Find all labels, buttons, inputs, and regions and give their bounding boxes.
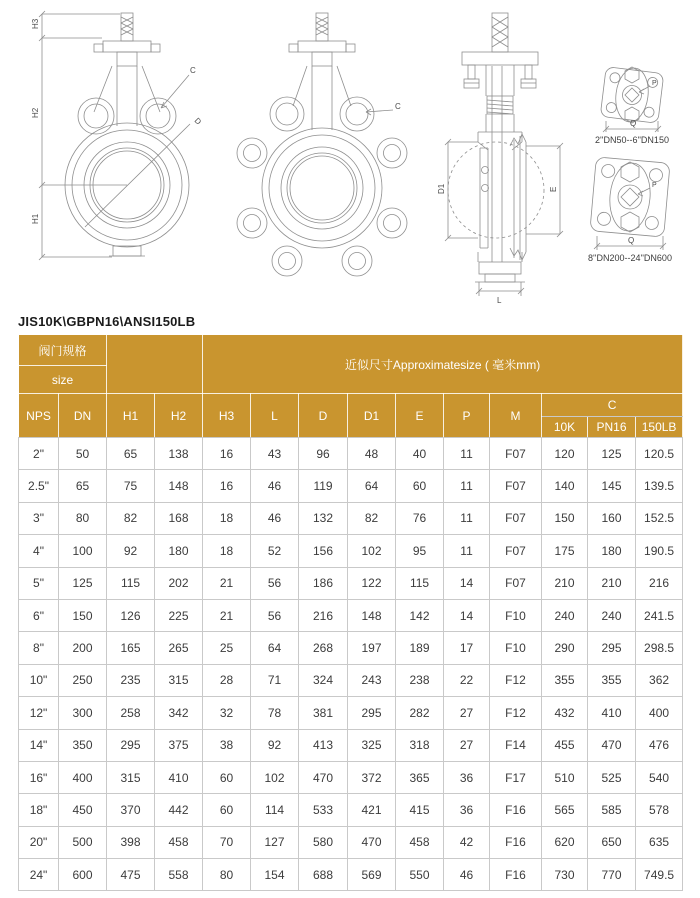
stem-square bbox=[625, 88, 639, 102]
table-cell: F07 bbox=[490, 470, 542, 502]
table-cell: 290 bbox=[542, 632, 588, 664]
stem bbox=[316, 13, 328, 41]
col-header-150lb: 150LB bbox=[636, 417, 683, 438]
table-row bbox=[19, 826, 683, 858]
table-cell: 216 bbox=[299, 599, 348, 631]
table-cell: 25 bbox=[203, 632, 251, 664]
top-flange bbox=[298, 41, 346, 52]
table-cell: 150 bbox=[59, 599, 107, 631]
pad-plate bbox=[600, 67, 664, 124]
table-cell: 210 bbox=[542, 567, 588, 599]
table-row bbox=[19, 697, 683, 729]
header-empty-cell bbox=[107, 335, 203, 394]
table-cell: 350 bbox=[59, 729, 107, 761]
table-cell: 238 bbox=[396, 664, 444, 696]
table-cell: 140 bbox=[542, 470, 588, 502]
table-cell: 370 bbox=[107, 794, 155, 826]
table-cell: 210 bbox=[588, 567, 636, 599]
table-cell: 324 bbox=[299, 664, 348, 696]
lug-hole bbox=[276, 103, 298, 125]
table-cell: 65 bbox=[107, 438, 155, 470]
table-cell: 11 bbox=[444, 438, 490, 470]
table-cell: 75 bbox=[107, 470, 155, 502]
col-header-e: E bbox=[396, 394, 444, 438]
table-cell: 60 bbox=[203, 761, 251, 793]
table-cell: 189 bbox=[396, 632, 444, 664]
table-cell: 458 bbox=[155, 826, 203, 858]
table-cell: 186 bbox=[299, 567, 348, 599]
table-cell: 470 bbox=[299, 761, 348, 793]
table-cell: 148 bbox=[348, 599, 396, 631]
lug-hole bbox=[244, 145, 261, 162]
lug-hole bbox=[244, 215, 261, 232]
table-cell: 413 bbox=[299, 729, 348, 761]
table-row bbox=[19, 664, 683, 696]
col-header-d1: D1 bbox=[348, 394, 396, 438]
table-cell: 510 bbox=[542, 761, 588, 793]
table-cell: 730 bbox=[542, 859, 588, 891]
table-cell: 80 bbox=[203, 859, 251, 891]
table-cell: 295 bbox=[348, 697, 396, 729]
spec-table-body bbox=[19, 438, 683, 891]
table-cell: 400 bbox=[636, 697, 683, 729]
col-header-h1: H1 bbox=[107, 394, 155, 438]
table-cell: 154 bbox=[251, 859, 299, 891]
table-cell: 295 bbox=[588, 632, 636, 664]
table-cell: F07 bbox=[490, 502, 542, 534]
table-cell: 21 bbox=[203, 599, 251, 631]
table-cell: 24" bbox=[19, 859, 59, 891]
table-cell: F16 bbox=[490, 794, 542, 826]
table-cell: 100 bbox=[59, 535, 107, 567]
table-cell: 46 bbox=[444, 859, 490, 891]
table-cell: 216 bbox=[636, 567, 683, 599]
table-cell: 14 bbox=[444, 599, 490, 631]
table-cell: 415 bbox=[396, 794, 444, 826]
table-cell: 16" bbox=[19, 761, 59, 793]
table-cell: F16 bbox=[490, 859, 542, 891]
table-cell: 355 bbox=[542, 664, 588, 696]
table-cell: 96 bbox=[299, 438, 348, 470]
table-cell: 240 bbox=[542, 599, 588, 631]
table-cell: 22 bbox=[444, 664, 490, 696]
table-cell: 180 bbox=[155, 535, 203, 567]
body-outer bbox=[262, 128, 382, 248]
table-cell: 119 bbox=[299, 470, 348, 502]
table-cell: 20" bbox=[19, 826, 59, 858]
col-header-dn: DN bbox=[59, 394, 107, 438]
table-cell: 28 bbox=[203, 664, 251, 696]
table-cell: 120.5 bbox=[636, 438, 683, 470]
table-cell: 125 bbox=[588, 438, 636, 470]
table-cell: 138 bbox=[155, 438, 203, 470]
table-cell: 65 bbox=[59, 470, 107, 502]
technical-drawings bbox=[0, 0, 700, 308]
table-cell: 580 bbox=[299, 826, 348, 858]
table-cell: 27 bbox=[444, 729, 490, 761]
table-cell: 18" bbox=[19, 794, 59, 826]
table-cell: 6" bbox=[19, 599, 59, 631]
table-cell: 125 bbox=[59, 567, 107, 599]
table-cell: F07 bbox=[490, 567, 542, 599]
table-cell: 127 bbox=[251, 826, 299, 858]
header-valve-spec: 阀门规格 bbox=[19, 335, 107, 366]
lug-hole bbox=[349, 253, 366, 270]
table-cell: 46 bbox=[251, 470, 299, 502]
table-cell: 92 bbox=[251, 729, 299, 761]
stem-square bbox=[621, 188, 639, 206]
table-cell: 298.5 bbox=[636, 632, 683, 664]
col-header-10k: 10K bbox=[542, 417, 588, 438]
table-cell: 42 bbox=[444, 826, 490, 858]
leader-label-c-lug: C bbox=[395, 102, 401, 111]
table-cell: 48 bbox=[348, 438, 396, 470]
table-cell: 315 bbox=[107, 761, 155, 793]
table-cell: 12" bbox=[19, 697, 59, 729]
table-cell: 102 bbox=[348, 535, 396, 567]
table-cell: 432 bbox=[542, 697, 588, 729]
header-approx-size: 近似尺寸Approximatesize ( 毫米mm) bbox=[203, 335, 683, 394]
table-cell: 115 bbox=[107, 567, 155, 599]
hex-boss bbox=[625, 67, 639, 83]
table-cell: 476 bbox=[636, 729, 683, 761]
table-cell: 565 bbox=[542, 794, 588, 826]
table-cell: 258 bbox=[107, 697, 155, 729]
table-cell: 18 bbox=[203, 535, 251, 567]
table-cell: 64 bbox=[251, 632, 299, 664]
table-cell: 56 bbox=[251, 599, 299, 631]
table-cell: 38 bbox=[203, 729, 251, 761]
table-cell: 749.5 bbox=[636, 859, 683, 891]
table-cell: F07 bbox=[490, 438, 542, 470]
table-cell: 4" bbox=[19, 535, 59, 567]
table-cell: 36 bbox=[444, 794, 490, 826]
table-cell: 410 bbox=[588, 697, 636, 729]
table-cell: 400 bbox=[59, 761, 107, 793]
table-cell: 300 bbox=[59, 697, 107, 729]
col-header-pn16: PN16 bbox=[588, 417, 636, 438]
table-row bbox=[19, 729, 683, 761]
table-cell: 165 bbox=[107, 632, 155, 664]
table-cell: 46 bbox=[251, 502, 299, 534]
table-cell: F10 bbox=[490, 599, 542, 631]
hex-boss bbox=[621, 162, 639, 182]
table-cell: 225 bbox=[155, 599, 203, 631]
table-cell: 455 bbox=[542, 729, 588, 761]
table-cell: 578 bbox=[636, 794, 683, 826]
stem bbox=[121, 13, 133, 41]
table-row bbox=[19, 794, 683, 826]
table-cell: 52 bbox=[251, 535, 299, 567]
table-cell: 102 bbox=[251, 761, 299, 793]
lug-hole bbox=[346, 103, 368, 125]
table-cell: 76 bbox=[396, 502, 444, 534]
dim-label-p-small: P bbox=[652, 80, 657, 87]
disc-phantom-circle bbox=[448, 142, 544, 238]
table-cell: 585 bbox=[588, 794, 636, 826]
table-cell: 150 bbox=[542, 502, 588, 534]
table-cell: 40 bbox=[396, 438, 444, 470]
table-cell: 295 bbox=[107, 729, 155, 761]
dim-label-h1: H1 bbox=[31, 213, 40, 224]
lug-hole bbox=[384, 215, 401, 232]
table-cell: F10 bbox=[490, 632, 542, 664]
table-cell: 17 bbox=[444, 632, 490, 664]
top-flange bbox=[103, 41, 151, 52]
table-cell: 421 bbox=[348, 794, 396, 826]
table-cell: 365 bbox=[396, 761, 444, 793]
table-cell: 342 bbox=[155, 697, 203, 729]
dim-label-h2: H2 bbox=[31, 107, 40, 118]
table-row bbox=[19, 599, 683, 631]
table-cell: 282 bbox=[396, 697, 444, 729]
table-cell: 156 bbox=[299, 535, 348, 567]
hex-boss bbox=[621, 212, 639, 232]
table-cell: 152.5 bbox=[636, 502, 683, 534]
table-cell: 180 bbox=[588, 535, 636, 567]
dim-label-l: L bbox=[497, 296, 502, 305]
col-header-m: M bbox=[490, 394, 542, 438]
table-cell: 8" bbox=[19, 632, 59, 664]
col-header-c-group: C bbox=[542, 394, 683, 417]
table-cell: 50 bbox=[59, 438, 107, 470]
dim-label-q-small: Q bbox=[630, 119, 637, 128]
table-cell: 78 bbox=[251, 697, 299, 729]
table-title: JIS10K\GBPN16\ANSI150LB bbox=[18, 314, 196, 329]
table-cell: F17 bbox=[490, 761, 542, 793]
table-cell: 250 bbox=[59, 664, 107, 696]
table-cell: 197 bbox=[348, 632, 396, 664]
table-cell: 3" bbox=[19, 502, 59, 534]
pad-small-caption: 2''DN50--6''DN150 bbox=[595, 135, 669, 145]
col-header-d: D bbox=[299, 394, 348, 438]
table-cell: 168 bbox=[155, 502, 203, 534]
table-cell: 650 bbox=[588, 826, 636, 858]
table-cell: 450 bbox=[59, 794, 107, 826]
col-header-nps: NPS bbox=[19, 394, 59, 438]
leader-label-c-wafer: C bbox=[190, 66, 196, 75]
table-cell: 268 bbox=[299, 632, 348, 664]
table-cell: 355 bbox=[588, 664, 636, 696]
table-cell: 600 bbox=[59, 859, 107, 891]
table-cell: F12 bbox=[490, 697, 542, 729]
table-cell: 36 bbox=[444, 761, 490, 793]
table-cell: 114 bbox=[251, 794, 299, 826]
table-cell: 43 bbox=[251, 438, 299, 470]
table-cell: 16 bbox=[203, 438, 251, 470]
table-cell: 2" bbox=[19, 438, 59, 470]
table-cell: 525 bbox=[588, 761, 636, 793]
table-cell: F07 bbox=[490, 535, 542, 567]
table-cell: 80 bbox=[59, 502, 107, 534]
table-cell: 458 bbox=[396, 826, 444, 858]
table-cell: 11 bbox=[444, 470, 490, 502]
dim-label-e: E bbox=[549, 186, 558, 192]
table-cell: F14 bbox=[490, 729, 542, 761]
col-header-h2: H2 bbox=[155, 394, 203, 438]
iso-pad-large-view bbox=[588, 157, 672, 263]
top-flange bbox=[462, 52, 538, 65]
table-cell: 372 bbox=[348, 761, 396, 793]
table-cell: 635 bbox=[636, 826, 683, 858]
table-cell: 14 bbox=[444, 567, 490, 599]
header-size: size bbox=[19, 366, 107, 394]
lug-valve-front-view bbox=[237, 13, 407, 276]
table-cell: 139.5 bbox=[636, 470, 683, 502]
dim-label-h3: H3 bbox=[31, 18, 40, 29]
table-cell: F16 bbox=[490, 826, 542, 858]
table-cell: 202 bbox=[155, 567, 203, 599]
col-header-l: L bbox=[251, 394, 299, 438]
table-row bbox=[19, 632, 683, 664]
table-cell: 18 bbox=[203, 502, 251, 534]
table-cell: 620 bbox=[542, 826, 588, 858]
table-cell: 92 bbox=[107, 535, 155, 567]
iso-pad-small-view bbox=[595, 66, 669, 145]
table-cell: 160 bbox=[588, 502, 636, 534]
table-cell: 200 bbox=[59, 632, 107, 664]
table-cell: 11 bbox=[444, 502, 490, 534]
table-cell: 398 bbox=[107, 826, 155, 858]
table-row bbox=[19, 535, 683, 567]
table-cell: 21 bbox=[203, 567, 251, 599]
table-cell: 381 bbox=[299, 697, 348, 729]
table-cell: 315 bbox=[155, 664, 203, 696]
table-cell: 82 bbox=[107, 502, 155, 534]
table-cell: 70 bbox=[203, 826, 251, 858]
table-row bbox=[19, 859, 683, 891]
table-cell: 10" bbox=[19, 664, 59, 696]
table-cell: 235 bbox=[107, 664, 155, 696]
table-cell: 410 bbox=[155, 761, 203, 793]
table-cell: 243 bbox=[348, 664, 396, 696]
table-cell: 2.5" bbox=[19, 470, 59, 502]
table-cell: 142 bbox=[396, 599, 444, 631]
table-cell: 375 bbox=[155, 729, 203, 761]
wafer-valve-front-view bbox=[31, 11, 203, 260]
dim-label-d: D bbox=[192, 116, 204, 127]
spec-table bbox=[18, 334, 683, 891]
table-cell: 540 bbox=[636, 761, 683, 793]
table-cell: 362 bbox=[636, 664, 683, 696]
table-cell: 550 bbox=[396, 859, 444, 891]
diameter-line bbox=[85, 124, 190, 227]
col-header-h3: H3 bbox=[203, 394, 251, 438]
valve-side-section-view bbox=[437, 13, 563, 305]
table-cell: 470 bbox=[588, 729, 636, 761]
col-header-p: P bbox=[444, 394, 490, 438]
table-cell: 71 bbox=[251, 664, 299, 696]
table-cell: 14" bbox=[19, 729, 59, 761]
dim-label-q-large: Q bbox=[628, 236, 635, 245]
table-cell: 32 bbox=[203, 697, 251, 729]
table-cell: 82 bbox=[348, 502, 396, 534]
table-row bbox=[19, 502, 683, 534]
table-cell: 240 bbox=[588, 599, 636, 631]
table-cell: 475 bbox=[107, 859, 155, 891]
table-row bbox=[19, 438, 683, 470]
table-cell: 115 bbox=[396, 567, 444, 599]
table-cell: 16 bbox=[203, 470, 251, 502]
table-cell: 442 bbox=[155, 794, 203, 826]
pad-large-caption: 8''DN200--24''DN600 bbox=[588, 253, 672, 263]
table-cell: 132 bbox=[299, 502, 348, 534]
table-cell: 120 bbox=[542, 438, 588, 470]
table-cell: 95 bbox=[396, 535, 444, 567]
table-cell: F12 bbox=[490, 664, 542, 696]
table-cell: 145 bbox=[588, 470, 636, 502]
table-cell: 470 bbox=[348, 826, 396, 858]
table-cell: 56 bbox=[251, 567, 299, 599]
table-row bbox=[19, 567, 683, 599]
lug-hole bbox=[279, 253, 296, 270]
dim-label-p-large: P bbox=[652, 182, 657, 189]
dim-label-d1: D1 bbox=[437, 183, 446, 194]
table-cell: 770 bbox=[588, 859, 636, 891]
table-row bbox=[19, 470, 683, 502]
lug-hole bbox=[384, 145, 401, 162]
table-cell: 148 bbox=[155, 470, 203, 502]
table-cell: 60 bbox=[396, 470, 444, 502]
table-cell: 175 bbox=[542, 535, 588, 567]
bore bbox=[290, 156, 354, 220]
table-cell: 64 bbox=[348, 470, 396, 502]
table-cell: 533 bbox=[299, 794, 348, 826]
table-cell: 558 bbox=[155, 859, 203, 891]
table-cell: 500 bbox=[59, 826, 107, 858]
table-cell: 241.5 bbox=[636, 599, 683, 631]
table-cell: 569 bbox=[348, 859, 396, 891]
table-cell: 265 bbox=[155, 632, 203, 664]
table-cell: 122 bbox=[348, 567, 396, 599]
table-cell: 60 bbox=[203, 794, 251, 826]
table-row bbox=[19, 761, 683, 793]
table-cell: 318 bbox=[396, 729, 444, 761]
table-cell: 11 bbox=[444, 535, 490, 567]
table-cell: 126 bbox=[107, 599, 155, 631]
table-cell: 27 bbox=[444, 697, 490, 729]
table-cell: 190.5 bbox=[636, 535, 683, 567]
table-cell: 5" bbox=[19, 567, 59, 599]
table-cell: 688 bbox=[299, 859, 348, 891]
table-cell: 325 bbox=[348, 729, 396, 761]
